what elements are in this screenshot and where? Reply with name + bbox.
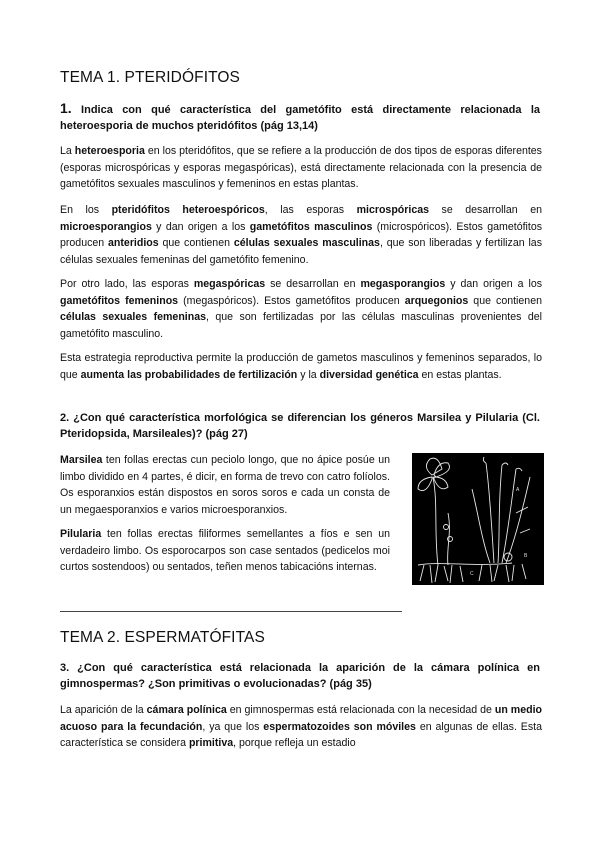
text-run: en estas plantas.	[418, 368, 502, 381]
paragraph-heteroesporia	[60, 143, 542, 193]
question-3: 3. ¿Con qué característica está relacionada la aparición de la cámara polínica en gimnospermas? ¿Son primitivas o evolucionadas? (pág 35)	[60, 662, 540, 690]
bold-term: primitiva	[188, 737, 234, 750]
bold-term: Pilularia	[60, 528, 102, 540]
bold-term: gametófitos masculinos	[249, 220, 373, 233]
bold-term: megaspóricas	[193, 278, 266, 290]
text-run: , que son liberadas y fertilizan las células sexuales femeninas del gametófito femenino.	[60, 237, 542, 266]
bold-term: espermatozoides son móviles	[263, 720, 416, 733]
bold-term: un medio acuoso para la fecundación	[60, 704, 542, 733]
bold-term: Marsilea	[60, 454, 103, 466]
bold-term: anteridios	[108, 237, 159, 250]
svg-text:C: C	[470, 571, 474, 577]
bold-term: diversidad genética	[319, 368, 419, 381]
marsilea-leaf-icon	[418, 458, 450, 565]
text-run: ten follas erectas filiformes semellantes a fíos e sen un verdadeiro limbo. Os esporocarpos son case sentados (pedicelos moi curtos sostendoos) ou sentados, teñen menos tabicacións internas.	[60, 528, 390, 574]
paragraph-heteroesporicos	[60, 202, 542, 268]
text-run: se desarrollan en	[265, 278, 361, 290]
text-run: que contienen	[158, 237, 234, 250]
text-run: que contienen	[468, 294, 542, 307]
text-run: En los	[60, 204, 112, 216]
text-run: Por otro lado, las esporas	[60, 278, 194, 290]
botanical-drawing	[412, 453, 544, 585]
text-run: en algunas de ellas. Esta característica se considera	[60, 720, 542, 750]
text-run: y dan origen a los	[445, 278, 543, 290]
text-run: , porque refleja un estadio	[233, 737, 356, 750]
marsilea-pilularia-illustration	[412, 453, 544, 585]
bold-term: aumenta las probabilidades de fertilización	[80, 368, 298, 381]
text-run: en los pteridófitos, que se refiere a la producción de dos tipos de esporas diferentes (esporas microspóricas y esporas megaspóricas), está directamente relacionada con la presencia de gametófitos sexuales masculinos y femeninos en estas plantas.	[60, 145, 542, 191]
paragraph-megasporicas	[60, 276, 542, 342]
section-title-tema2: TEMA 2. ESPERMATÓFITAS	[60, 629, 265, 646]
text-run: La	[60, 145, 75, 157]
text-run: (microspóricos). Estos gametófitos producen	[60, 220, 543, 250]
text-run: en gimnospermas está relacionada con la necesidad de	[226, 704, 495, 716]
text-run: , que son fertilizadas por las células masculinas provenientes del gametófito masculino.	[60, 311, 542, 340]
svg-text:A: A	[516, 487, 520, 493]
text-run: y la	[297, 368, 320, 381]
question-2: 2. ¿Con qué característica morfológica se diferencian los géneros Marsilea y Pilularia (Cl. Pteridopsida, Marsileales)? (pág 27)	[60, 412, 540, 440]
question-1-number: 1.	[60, 100, 72, 116]
bold-term: heteroesporia	[74, 145, 145, 157]
section-title-tema1: TEMA 1. PTERIDÓFITOS	[60, 69, 240, 86]
question-1	[60, 100, 540, 134]
svg-text:B: B	[524, 553, 528, 559]
text-run: y dan origen a los	[151, 220, 250, 233]
text-run: La aparición de la	[60, 704, 147, 716]
bold-term: pteridófitos heteroespóricos	[111, 204, 265, 216]
section-divider	[60, 611, 402, 612]
text-run: se desarrollan en	[429, 204, 542, 216]
text-run: Esta estrategia reproductiva permite la producción de gametos masculinos y femeninos separados, lo que	[60, 352, 542, 381]
text-run: , las esporas	[264, 204, 357, 216]
bold-term: microspóricas	[356, 204, 430, 216]
text-run: , ya que los	[202, 720, 264, 733]
bold-term: microesporangios	[60, 220, 152, 233]
text-run: ten follas erectas cun peciolo longo, que no ápice posúe un limbo dividido en 4 partes, é dicir, en forma de trevo con catro folíolos. Os esporanxios están dispostos en soros soros e cada un consta de un megaesporanxios e varios microesporanxios.	[60, 454, 390, 516]
question-1-text: Indica con qué característica del gametófito está directamente relacionada la heteroesporia de muchos pteridófitos (pág 13,14)	[60, 104, 540, 132]
paragraph-camara-polinica	[60, 702, 542, 752]
text-run: (megaspóricos). Estos gametófitos producen	[178, 294, 405, 307]
bold-term: gametófitos femeninos	[60, 294, 179, 307]
bold-term: megasporangios	[360, 278, 446, 290]
paragraph-pilularia	[60, 526, 390, 576]
bold-term: arquegonios	[404, 294, 469, 307]
paragraph-estrategia	[60, 350, 542, 383]
bold-term: células sexuales masculinas	[233, 237, 380, 250]
bold-term: cámara polínica	[146, 704, 227, 716]
paragraph-marsilea	[60, 452, 390, 518]
bold-term: células sexuales femeninas	[60, 311, 206, 324]
